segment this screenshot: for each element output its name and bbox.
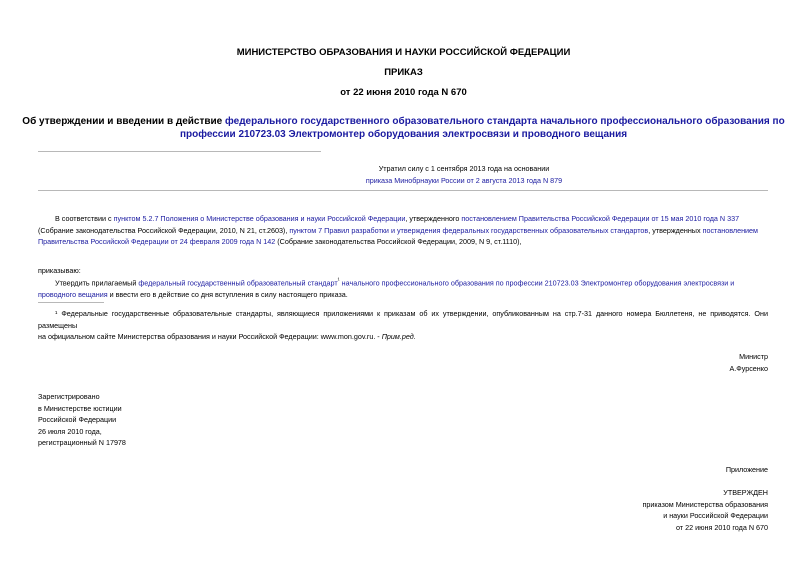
order-text: и ввести его в действие со дня вступления в силу настоящего приказа. [107,289,348,299]
signatory-name: А.Фурсенко [729,363,768,373]
status-text: Утратил силу с 1 сентября 2013 года на основании [378,164,550,173]
ministry-heading: МИНИСТЕРСТВО ОБРАЗОВАНИЯ И НАУКИ РОССИЙСКОЙ ФЕДЕРАЦИИ [236,47,571,58]
appendix-line: от 22 июня 2010 года N 670 [675,522,768,532]
fgos-link-end[interactable]: проводного вещания [38,289,108,299]
order-text: Утвердить прилагаемый [55,278,139,288]
status-note [38,163,769,186]
signatory-role: Министр [739,352,768,361]
appendix-block [642,487,768,533]
doc-type-heading: ПРИКАЗ [384,67,423,78]
registration-line: Зарегистрировано [38,392,100,401]
preamble-text: (Собрание законодательства Российской Федерации, 2009, N 9, ст.1110), [275,237,522,246]
divider-top [38,151,321,152]
rules-link[interactable]: пунктом 7 Правил разработки и утверждения федеральных государственных образовательных стандартов [289,225,649,235]
order-paragraph [38,276,768,300]
order-keyword: приказываю: [38,266,81,275]
appendix-line: приказом Министерства образования [642,499,768,509]
registration-line: регистрационный N 17978 [38,438,126,447]
registration-line: в Министерстве юстиции [38,403,122,413]
repeal-order-link[interactable]: приказа Минобрнауки России от 2 августа 2013 года N 879 [365,175,563,185]
preamble-text: , утвержденного [405,214,462,223]
registration-line: Российской Федерации [38,415,117,424]
preamble-paragraph [38,213,768,248]
footnote-mark: ¹ [55,309,58,318]
footnote-text: на официальном сайте Министерства образования и науки Российской Федерации: www.mon.gov.ru. - [38,332,382,341]
footnote-text: Федеральные государственные образовательные стандарты, являющиеся приложениями к приказам об их утверждении, опубликованным на стр.7-31 данного номера Бюллетеня, не приводятся. Они размещены [38,309,768,330]
footnote-ref[interactable]: ¹ [337,278,340,284]
appendix-line: и науки Российской Федерации [663,511,768,520]
fgos-link[interactable]: федеральный государственный образовательный стандарт [138,278,338,288]
registration-line: 26 июля 2010 года, [38,426,102,436]
fgos-link-cont[interactable]: начального профессионального образования по профессии 210723.03 Электромонтер оборудования электросвязи и [339,278,735,288]
document-title [0,115,807,141]
preamble-text: В соответствии с [55,214,114,223]
date-number-heading: от 22 июня 2010 года N 670 [340,87,467,98]
decree-142-link-b[interactable]: Правительства Российской Федерации от 24 февраля 2009 года N 142 [38,237,276,246]
standard-link[interactable]: федерального государственного образовательного стандарта начального профессионального образования по [225,116,785,127]
decree-142-link-a[interactable]: постановлением [702,225,758,235]
footnote [38,308,768,343]
standard-link-cont[interactable]: профессии 210723.03 Электромонтер оборудования электросвязи и проводного вещания [179,129,628,140]
title-prefix: Об утверждении и введении в действие [22,116,226,127]
footnote-editor-note: Прим.ред. [381,332,416,341]
registration-block [38,391,126,449]
appendix-label: Приложение [725,465,768,474]
regulation-link[interactable]: пунктом 5.2.7 Положения о Министерстве образования и науки Российской Федерации [113,214,406,223]
preamble-text: , утвержденных [648,225,703,235]
preamble-text: (Собрание законодательства Российской Федерации, 2010, N 21, ст.2603), [38,225,290,235]
approved-label: УТВЕРЖДЕН [723,488,768,497]
signature-block [729,351,768,374]
decree-337-link[interactable]: постановлением Правительства Российской Федерации от 15 мая 2010 года N 337 [461,214,740,223]
footnote-divider [38,302,104,303]
divider-bottom [38,190,768,191]
